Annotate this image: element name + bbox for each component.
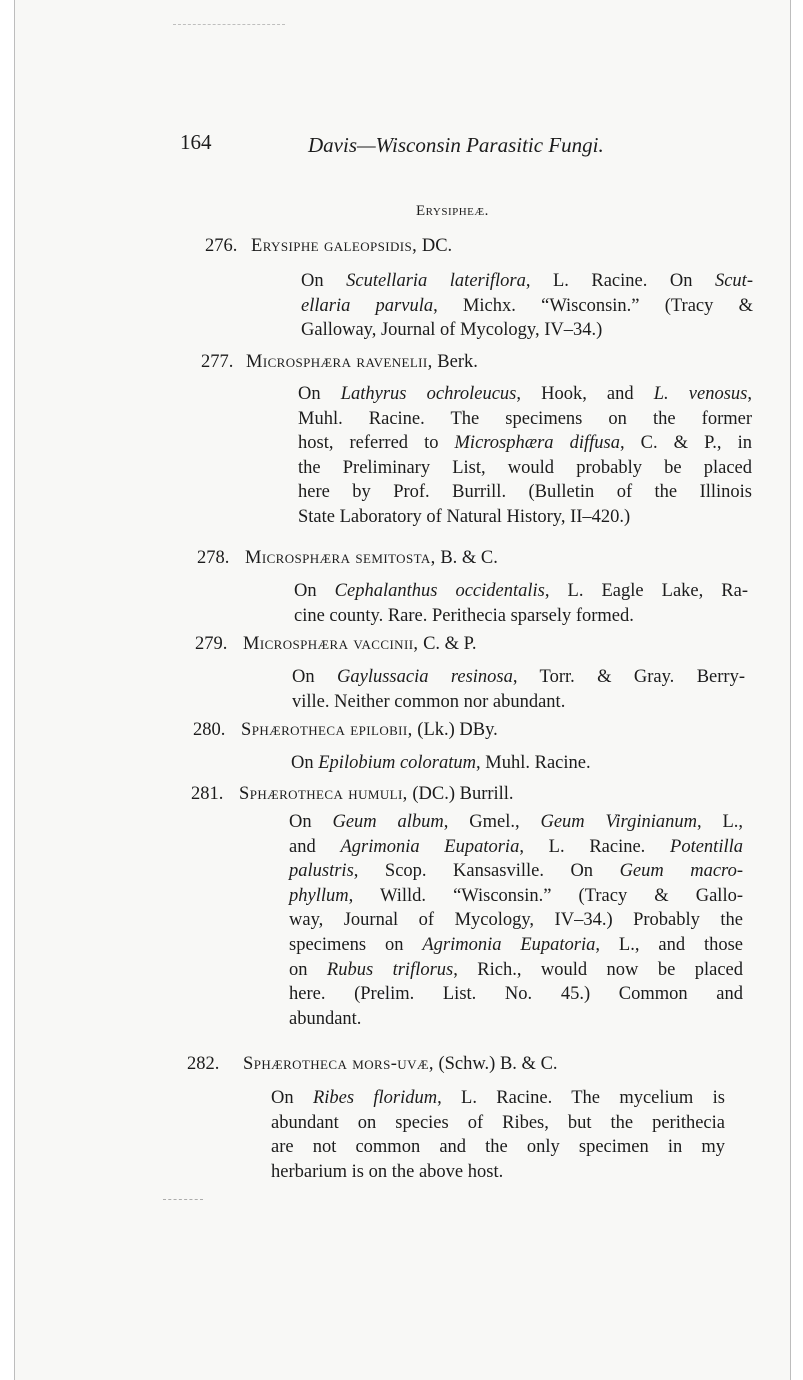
text-line: [298, 431, 752, 456]
text-run: Muhl. Racine. The specimens on the former: [298, 408, 752, 429]
text-line: [271, 1086, 725, 1111]
entry-number: 281.: [191, 784, 224, 804]
text-run: , L., and those: [595, 934, 744, 955]
entry-number: 277.: [201, 352, 234, 372]
text-line: [298, 505, 752, 530]
species-authority: DC.: [417, 236, 453, 256]
text-run: On: [291, 753, 319, 773]
text-run: on: [289, 959, 327, 980]
scan-artifact: [173, 24, 285, 39]
text-run: cine county. Rare. Perithecia sparsely formed.: [294, 605, 634, 626]
text-line: [289, 1007, 743, 1032]
text-run: ,: [747, 384, 752, 404]
text-run: On: [271, 1088, 313, 1108]
text-line: [289, 982, 743, 1007]
entry-heading: [239, 784, 514, 805]
italic-run: L. venosus: [653, 384, 748, 404]
text-line: [289, 958, 743, 983]
scan-artifact: [163, 1199, 203, 1200]
entry-heading: [251, 236, 452, 257]
italic-run: phyllum: [289, 885, 349, 906]
text-line: [301, 318, 753, 343]
species-authority: C. & P.: [418, 634, 477, 654]
text-line: [271, 1135, 725, 1160]
italic-run: Geum album: [332, 812, 444, 832]
text-line: [294, 579, 748, 604]
species-authority: (Schw.) B. & C.: [433, 1054, 558, 1074]
entry-number: 282.: [187, 1054, 220, 1074]
text-run: On: [301, 271, 347, 291]
text-line: [301, 294, 753, 319]
entry-number: 280.: [193, 720, 226, 740]
text-run: and: [289, 836, 341, 857]
italic-run: ellaria parvula: [301, 295, 434, 316]
italic-run: Potentilla: [670, 836, 743, 857]
italic-run: Gaylussacia resinosa: [337, 667, 513, 687]
species-name: Sphærotheca epilobii,: [241, 720, 413, 740]
text-run: , Rich., would now be placed: [453, 959, 743, 980]
text-run: host, referred to: [298, 433, 455, 454]
species-name: Erysiphe galeopsidis,: [251, 236, 418, 256]
species-authority: Berk.: [432, 352, 478, 372]
entry-heading: [243, 634, 477, 655]
italic-run: Rubus triflorus: [326, 959, 454, 980]
text-line: [294, 604, 748, 629]
page-number: 164: [180, 130, 212, 154]
text-line: [298, 456, 752, 481]
entry-number: 278.: [197, 548, 230, 568]
italic-run: Epilobium coloratum: [318, 753, 477, 773]
text-run: , Gmel.,: [443, 812, 541, 832]
text-run: , L. Racine. On: [525, 271, 715, 291]
entry-heading: [245, 548, 498, 569]
entry-heading: [241, 720, 498, 741]
species-name: Microsphæra semitosta,: [245, 548, 436, 568]
text-line: [292, 690, 745, 715]
text-run: , Muhl. Racine.: [476, 753, 591, 773]
text-run: the Preliminary List, would probably be placed: [298, 457, 752, 478]
text-run: , Scop. Kansasville. On: [353, 861, 620, 882]
text-run: abundant on species of Ribes, but the perithecia: [271, 1112, 725, 1133]
text-line: [289, 908, 743, 933]
entry-text: [292, 665, 745, 714]
text-run: , Hook, and: [516, 384, 654, 404]
text-run: herbarium is on the above host.: [271, 1161, 504, 1182]
entry-text: [289, 810, 743, 1031]
text-line: [289, 933, 743, 958]
entry-text: [301, 269, 753, 343]
text-run: , Torr. & Gray. Berry-: [512, 667, 745, 687]
text-run: , Willd. “Wisconsin.” (Tracy & Gallo-: [348, 885, 743, 906]
species-authority: (Lk.) DBy.: [412, 720, 498, 740]
text-run: , Michx. “Wisconsin.” (Tracy &: [433, 295, 753, 316]
italic-run: Scutellaria lateriflora: [346, 271, 526, 291]
section-heading: Erysipheæ.: [416, 203, 489, 219]
text-run: , L. Eagle Lake, Ra-: [544, 581, 748, 601]
text-line: [271, 1111, 725, 1136]
text-run: abundant.: [289, 1008, 362, 1029]
species-authority: (DC.) Burrill.: [407, 784, 514, 804]
text-run: Galloway, Journal of Mycology, IV–34.): [301, 320, 603, 341]
text-run: , L.,: [696, 812, 743, 832]
entry-number: 276.: [205, 236, 238, 256]
text-line: [289, 859, 743, 884]
species-name: Sphærotheca humuli,: [239, 784, 408, 804]
text-run: way, Journal of Mycology, IV–34.) Probably the: [289, 910, 743, 931]
italic-run: Agrimonia Eupatoria: [340, 836, 520, 857]
text-line: [298, 407, 752, 432]
text-run: On: [292, 667, 337, 687]
italic-run: Cephalanthus occidentalis: [334, 581, 545, 601]
entry-heading: [243, 1054, 558, 1075]
entry-heading: [246, 352, 478, 373]
text-line: [289, 810, 743, 835]
text-run: , L. Racine.: [519, 836, 671, 857]
text-run: On: [289, 812, 333, 832]
italic-run: Geum Virginianum: [540, 812, 697, 832]
italic-run: Lathyrus ochroleucus: [340, 384, 517, 404]
text-run: , L. Racine. The mycelium is: [437, 1088, 725, 1108]
species-name: Sphærotheca mors-uvæ,: [243, 1054, 434, 1074]
text-run: On: [294, 581, 335, 601]
entry-text: [291, 751, 745, 776]
text-run: specimens on: [289, 934, 423, 955]
species-name: Microsphæra vaccinii,: [243, 634, 419, 654]
text-run: On: [298, 384, 341, 404]
running-head: Davis—Wisconsin Parasitic Fungi.: [308, 133, 604, 157]
italic-run: Geum macro-: [619, 861, 743, 882]
text-run: ville. Neither common nor abundant.: [292, 691, 566, 712]
entry-text: [294, 579, 748, 628]
italic-run: palustris: [289, 861, 354, 882]
book-page: [14, 0, 791, 1380]
text-run: are not common and the only specimen in my: [271, 1137, 725, 1158]
entry-text: [298, 382, 752, 530]
text-run: here. (Prelim. List. No. 45.) Common and: [289, 984, 743, 1005]
text-run: , C. & P., in: [619, 433, 752, 454]
italic-run: Ribes floridum: [312, 1088, 438, 1108]
text-line: [289, 835, 743, 860]
text-line: [271, 1160, 725, 1185]
text-run: State Laboratory of Natural History, II–420.): [298, 506, 631, 527]
italic-run: Scut-: [714, 271, 753, 291]
species-name: Microsphæra ravenelii,: [246, 352, 433, 372]
text-line: [301, 269, 753, 294]
text-line: [298, 480, 752, 505]
text-line: [298, 382, 752, 407]
entry-number: 279.: [195, 634, 228, 654]
species-authority: B. & C.: [435, 548, 498, 568]
text-run: here by Prof. Burrill. (Bulletin of the Illinois: [298, 482, 752, 503]
text-line: [291, 751, 745, 776]
italic-run: Agrimonia Eupatoria: [422, 934, 596, 955]
text-line: [292, 665, 745, 690]
entry-text: [271, 1086, 725, 1184]
italic-run: Microsphæra diffusa: [454, 433, 620, 454]
text-line: [289, 884, 743, 909]
